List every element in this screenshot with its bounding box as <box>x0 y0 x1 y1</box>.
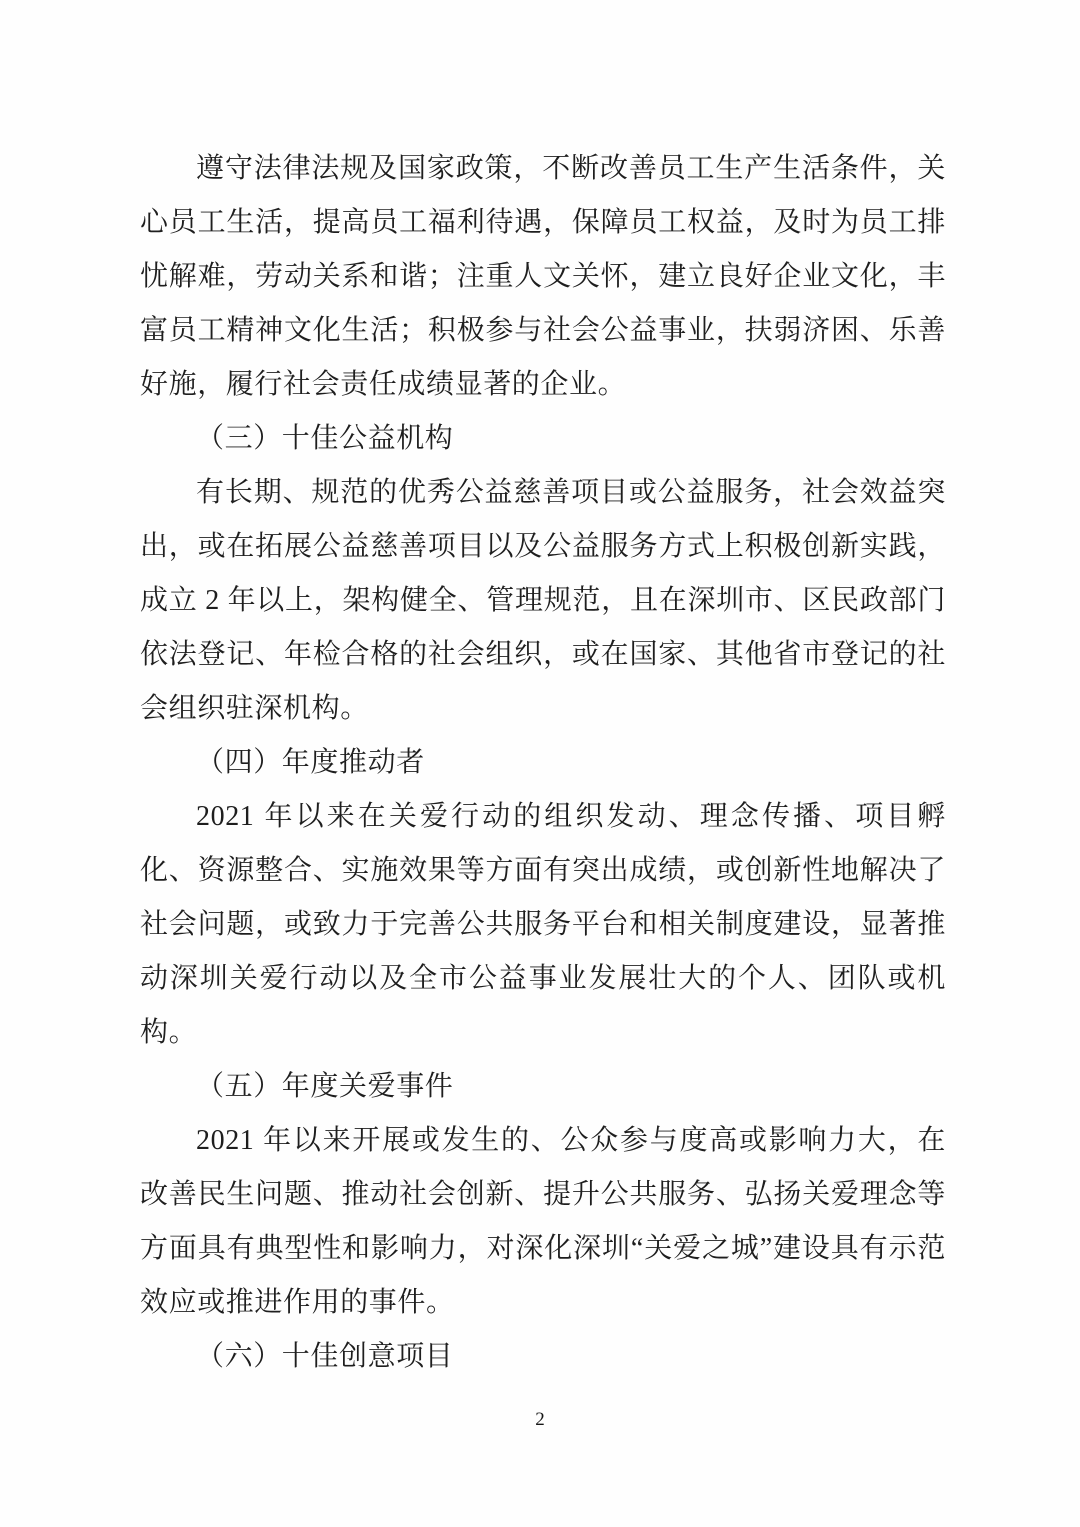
heading-section-3-top-charity-organizations: （三）十佳公益机构 <box>196 423 454 454</box>
paragraph-charity-organization-criteria: 有长期、规范的优秀公益慈善项目或公益服务，社会效益突出，或在拓展公益慈善项目以及公益服务方式上积极创新实践，成立 2 年以上，架构健全、管理规范，且在深圳市、区民政部门依法登记、年检合格的社会组织，或在国家、其他省市登记的社会组织驻深机构。 <box>140 477 946 724</box>
paragraph-annual-promoter-criteria: 2021 年以来在关爱行动的组织发动、理念传播、项目孵化、资源整合、实施效果等方面有突出成绩，或创新性地解决了社会问题，或致力于完善公共服务平台和相关制度建设，显著推动深圳关爱行动以及全市公益事业发展壮大的个人、团队或机构。 <box>140 801 946 1048</box>
page-number: 2 <box>535 1409 545 1430</box>
paragraph-annual-care-event-criteria: 2021 年以来开展或发生的、公众参与度高或影响力大，在改善民生问题、推动社会创新、提升公共服务、弘扬关爱理念等方面具有典型性和影响力，对深化深圳“关爱之城”建设具有示范效应或推进作用的事件。 <box>140 1125 946 1318</box>
heading-section-5-annual-care-event: （五）年度关爱事件 <box>196 1071 454 1102</box>
document-body <box>140 142 946 1384</box>
heading-section-4-annual-promoter: （四）年度推动者 <box>196 747 425 778</box>
paragraph-employee-criteria: 遵守法律法规及国家政策，不断改善员工生产生活条件，关心员工生活，提高员工福利待遇，保障员工权益，及时为员工排忧解难，劳动关系和谐；注重人文关怀，建立良好企业文化，丰富员工精神文化生活；积极参与社会公益事业，扶弱济困、乐善好施，履行社会责任成绩显著的企业。 <box>140 153 946 400</box>
heading-section-6-top-creative-projects: （六）十佳创意项目 <box>196 1341 454 1372</box>
